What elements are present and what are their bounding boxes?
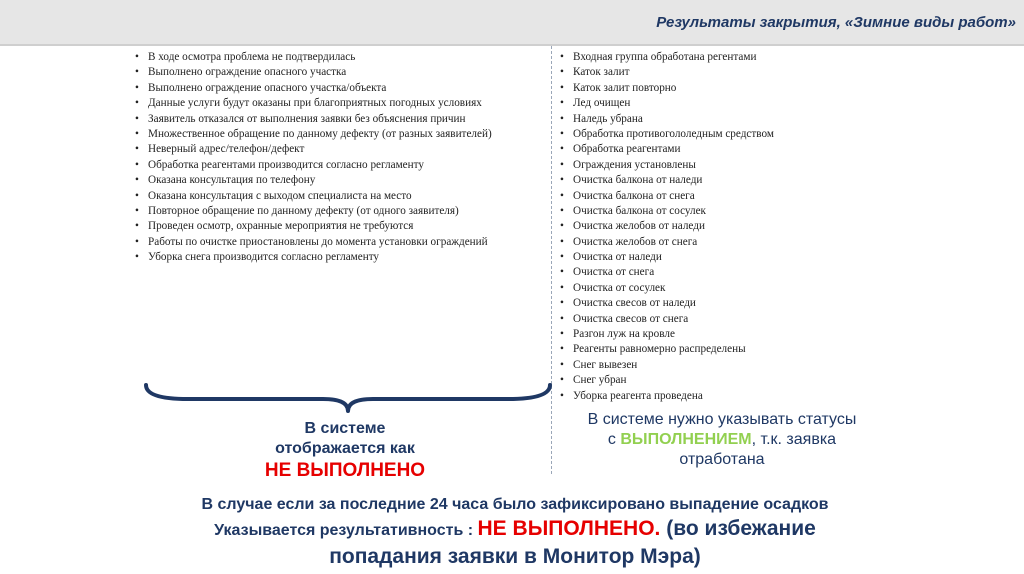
right-note-prefix: с — [607, 431, 621, 448]
left-note — [225, 419, 465, 483]
list-item: • Выполнено ограждение опасного участка/объекта — [135, 81, 492, 96]
right-note-suffix: , т.к. заявка — [751, 431, 837, 448]
list-item: • Очистка балкона от снега — [560, 189, 774, 204]
list-item: • Оказана консультация по телефону — [135, 173, 492, 188]
list-item: • Уборка снега производится согласно регламенту — [135, 250, 492, 265]
list-item: • Неверный адрес/телефон/дефект — [135, 142, 492, 157]
list-item: • Выполнено ограждение опасного участка — [135, 65, 492, 80]
left-note-line2: отображается как — [275, 440, 415, 457]
list-item: • Снег вывезен — [560, 358, 774, 373]
list-item: • Входная группа обработана регентами — [560, 50, 774, 65]
list-item: • Оказана консультация с выходом специалиста на место — [135, 189, 492, 204]
list-item: • Очистка свесов от снега — [560, 312, 774, 327]
list-item: • Очистка балкона от наледи — [560, 173, 774, 188]
list-item: • Снег убран — [560, 373, 774, 388]
bottom-note-line3: попадания заявки в Монитор Мэра) — [329, 545, 701, 568]
bottom-note-suffix: (во избежание — [660, 517, 816, 540]
list-item: • Обработка реагентами — [560, 142, 774, 157]
list-item: • Каток залит повторно — [560, 81, 774, 96]
right-status-list — [560, 50, 774, 404]
page-title: Результаты закрытия, «Зимние виды работ» — [656, 14, 1016, 31]
bottom-note — [130, 494, 900, 570]
right-note-line3: отработана — [679, 451, 765, 468]
left-status-list — [135, 50, 492, 265]
list-item: • Очистка желобов от снега — [560, 235, 774, 250]
list-item: • Очистка от сосулек — [560, 281, 774, 296]
header-bar — [0, 0, 1024, 46]
list-item: • Работы по очистке приостановлены до момента установки ограждений — [135, 235, 492, 250]
left-note-status: НЕ ВЫПОЛНЕНО — [264, 460, 426, 481]
list-item: • Лед очищен — [560, 96, 774, 111]
list-item: • Каток залит — [560, 65, 774, 80]
list-item: • Наледь убрана — [560, 112, 774, 127]
list-item: • Реагенты равномерно распределены — [560, 342, 774, 357]
right-note — [552, 410, 892, 470]
right-note-line1: В системе нужно указывать статусы — [587, 411, 857, 428]
list-item: • Обработка противогололедным средством — [560, 127, 774, 142]
list-item: • Очистка желобов от наледи — [560, 219, 774, 234]
list-item: • Ограждения установлены — [560, 158, 774, 173]
list-item: • Повторное обращение по данному дефекту (от одного заявителя) — [135, 204, 492, 219]
bottom-note-prefix: Указывается результативность : — [214, 522, 478, 539]
list-item: • Очистка балкона от сосулек — [560, 204, 774, 219]
bottom-note-status: НЕ ВЫПОЛНЕНО. — [477, 517, 661, 540]
list-item: • Уборка реагента проведена — [560, 389, 774, 404]
bottom-note-line2 — [130, 516, 900, 544]
list-item: • Очистка от снега — [560, 265, 774, 280]
list-item: • Разгон луж на кровле — [560, 327, 774, 342]
bottom-note-line1: В случае если за последние 24 часа было зафиксировано выпадение осадков — [201, 496, 829, 513]
list-item: • Множественное обращение по данному дефекту (от разных заявителей) — [135, 127, 492, 142]
list-item: • Очистка свесов от наледи — [560, 296, 774, 311]
list-item: • Обработка реагентами производится согласно регламенту — [135, 158, 492, 173]
list-item: • В ходе осмотра проблема не подтвердилась — [135, 50, 492, 65]
list-item: • Проведен осмотр, охранные мероприятия не требуются — [135, 219, 492, 234]
curly-brace-icon — [143, 380, 553, 414]
right-note-status: ВЫПОЛНЕНИЕМ — [620, 431, 752, 448]
left-note-line1: В системе — [304, 420, 386, 437]
list-item: • Очистка от наледи — [560, 250, 774, 265]
list-item: • Данные услуги будут оказаны при благоприятных погодных условиях — [135, 96, 492, 111]
right-note-line2 — [552, 430, 892, 450]
list-item: • Заявитель отказался от выполнения заявки без объяснения причин — [135, 112, 492, 127]
